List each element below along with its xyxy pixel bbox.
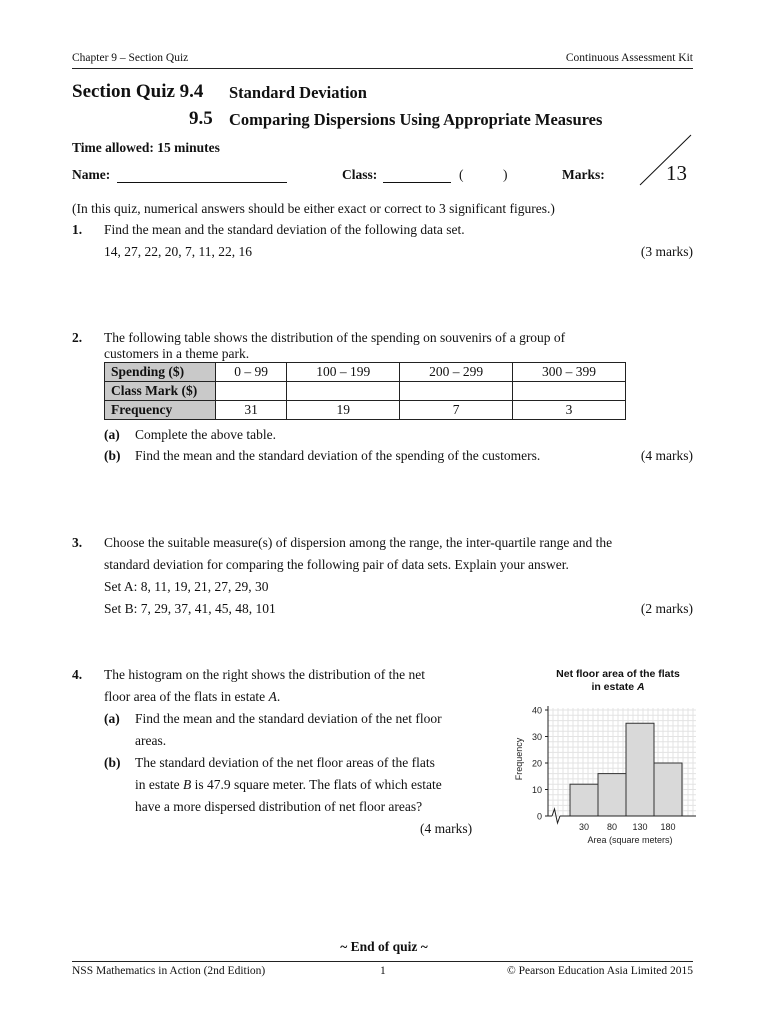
histogram-bar <box>626 723 654 816</box>
y-tick-label: 30 <box>531 732 542 742</box>
q2-number: 2. <box>72 330 83 345</box>
q4a-text-line2: areas. <box>135 733 167 748</box>
name-blank[interactable] <box>117 182 287 183</box>
set-b-values: : 7, 29, 37, 41, 45, 48, 101 <box>133 601 276 616</box>
x-tick-label: 30 <box>578 822 590 832</box>
q4b-text-line2 <box>135 777 442 793</box>
q2-text-line2: customers in a theme park. <box>104 346 250 361</box>
histogram-chart <box>506 696 702 850</box>
x-tick-label: 180 <box>660 822 676 832</box>
footer-rule <box>72 961 693 962</box>
histogram-bar <box>570 784 598 816</box>
q3-text-line1: Choose the suitable measure(s) of dispersion among the range, the inter-quartile range and the <box>104 535 613 550</box>
y-tick-label: 0 <box>536 811 542 822</box>
class-interval: 0 – 99 <box>216 363 287 382</box>
q1-marks: (3 marks) <box>640 244 693 259</box>
frequency-cell: 3 <box>513 401 626 420</box>
q4-marks: (4 marks) <box>420 821 473 836</box>
quiz-label: Section Quiz 9.4 <box>72 81 204 102</box>
histogram-bar <box>598 774 626 816</box>
y-tick-label: 40 <box>531 705 542 716</box>
set-a-label: Set A <box>104 579 134 594</box>
q1-number: 1. <box>72 222 83 237</box>
row-header-spending: Spending ($) <box>105 363 216 382</box>
class-number-close: ) <box>503 167 508 182</box>
x-tick-label: 80 <box>606 822 618 832</box>
chart-title-estate-letter: A <box>636 681 645 693</box>
q4b-text-line1: The standard deviation of the net floor areas of the flats <box>135 755 435 770</box>
class-mark-cell[interactable] <box>287 382 400 401</box>
spending-table <box>104 362 626 420</box>
class-mark-row <box>105 382 626 401</box>
q4b-line2-end: is 47.9 square meter. The flats of which estate <box>191 777 442 792</box>
chart-title-line2 <box>538 681 698 693</box>
instruction: (In this quiz, numerical answers should be either exact or correct to 3 significant figures.) <box>72 201 555 216</box>
name-label: Name: <box>72 167 111 182</box>
q2b-text: Find the mean and the standard deviation of the spending of the customers. <box>135 448 541 463</box>
marks-label: Marks: <box>562 167 605 182</box>
time-allowed: Time allowed: 15 minutes <box>72 140 220 155</box>
footer-book-title: NSS Mathematics in Action (2nd Edition) <box>72 965 266 977</box>
footer-page-number: 1 <box>380 965 386 977</box>
q2-marks: (4 marks) <box>640 448 693 463</box>
topic-standard-deviation: Standard Deviation <box>229 83 367 102</box>
topic-comparing-dispersions: Comparing Dispersions Using Appropriate Measures <box>229 110 603 129</box>
q2a-label: (a) <box>104 427 120 442</box>
frequency-row <box>105 401 626 420</box>
y-tick-label: 20 <box>531 758 542 769</box>
q3-marks: (2 marks) <box>640 601 693 616</box>
footer-copyright: © Pearson Education Asia Limited 2015 <box>507 965 693 977</box>
q1-data: 14, 27, 22, 20, 7, 11, 22, 16 <box>104 244 252 259</box>
q4b-line2-start: in estate <box>135 777 183 792</box>
frequency-cell: 19 <box>287 401 400 420</box>
q4-number: 4. <box>72 667 83 682</box>
frequency-cell: 31 <box>216 401 287 420</box>
q4a-label: (a) <box>104 711 120 726</box>
frequency-cell: 7 <box>400 401 513 420</box>
q2b-label: (b) <box>104 448 121 463</box>
q3-text-line2: standard deviation for comparing the following pair of data sets. Explain your answer. <box>104 557 569 572</box>
chart-title-text: in estate <box>591 681 637 693</box>
q4-line2-end: . <box>276 689 281 704</box>
set-b-label: Set B <box>104 601 134 616</box>
class-mark-cell[interactable] <box>216 382 287 401</box>
end-of-quiz: ~ End of quiz ~ <box>340 939 428 954</box>
row-header-class-mark: Class Mark ($) <box>105 382 216 401</box>
q4-text-line2 <box>104 689 280 705</box>
x-tick-label: 130 <box>632 822 648 832</box>
q4a-text-line1: Find the mean and the standard deviation of the net floor <box>135 711 442 726</box>
total-marks: 13 <box>666 161 687 185</box>
x-axis-label: Area (square meters) <box>587 835 673 845</box>
q3-set-a <box>104 579 269 595</box>
section-number-95: 9.5 <box>189 108 213 129</box>
q1-text: Find the mean and the standard deviation of the following data set. <box>104 222 465 237</box>
q3-set-b <box>104 601 276 617</box>
class-label: Class: <box>342 167 378 182</box>
q4-line2-text: floor area of the flats in estate <box>104 689 269 704</box>
q4b-label: (b) <box>104 755 121 770</box>
q2a-text: Complete the above table. <box>135 427 276 442</box>
class-interval: 200 – 299 <box>400 363 513 382</box>
chart-title-line1: Net floor area of the flats <box>556 668 680 680</box>
header-rule <box>72 68 693 69</box>
class-number-open: ( <box>459 167 464 182</box>
class-mark-cell[interactable] <box>400 382 513 401</box>
header-chapter: Chapter 9 – Section Quiz <box>72 52 189 64</box>
class-mark-cell[interactable] <box>513 382 626 401</box>
y-tick-label: 10 <box>531 785 542 795</box>
set-a-values: : 8, 11, 19, 21, 27, 29, 30 <box>133 579 269 594</box>
class-interval: 100 – 199 <box>287 363 400 382</box>
estate-b-italic: B <box>182 777 192 792</box>
q4-text-line1: The histogram on the right shows the distribution of the net <box>104 667 425 682</box>
q3-number: 3. <box>72 535 83 550</box>
histogram-bar <box>654 763 682 816</box>
class-blank[interactable] <box>383 182 451 183</box>
row-header-frequency: Frequency <box>105 401 216 420</box>
q2-text-line1: The following table shows the distribution of the spending on souvenirs of a group of <box>104 330 566 345</box>
y-axis-label: Frequency <box>514 737 524 781</box>
q4b-text-line3: have a more dispersed distribution of net floor areas? <box>135 799 423 814</box>
class-interval: 300 – 399 <box>513 363 626 382</box>
header-kit: Continuous Assessment Kit <box>565 52 693 64</box>
estate-a-italic: A <box>268 689 277 704</box>
spending-row <box>105 363 626 382</box>
